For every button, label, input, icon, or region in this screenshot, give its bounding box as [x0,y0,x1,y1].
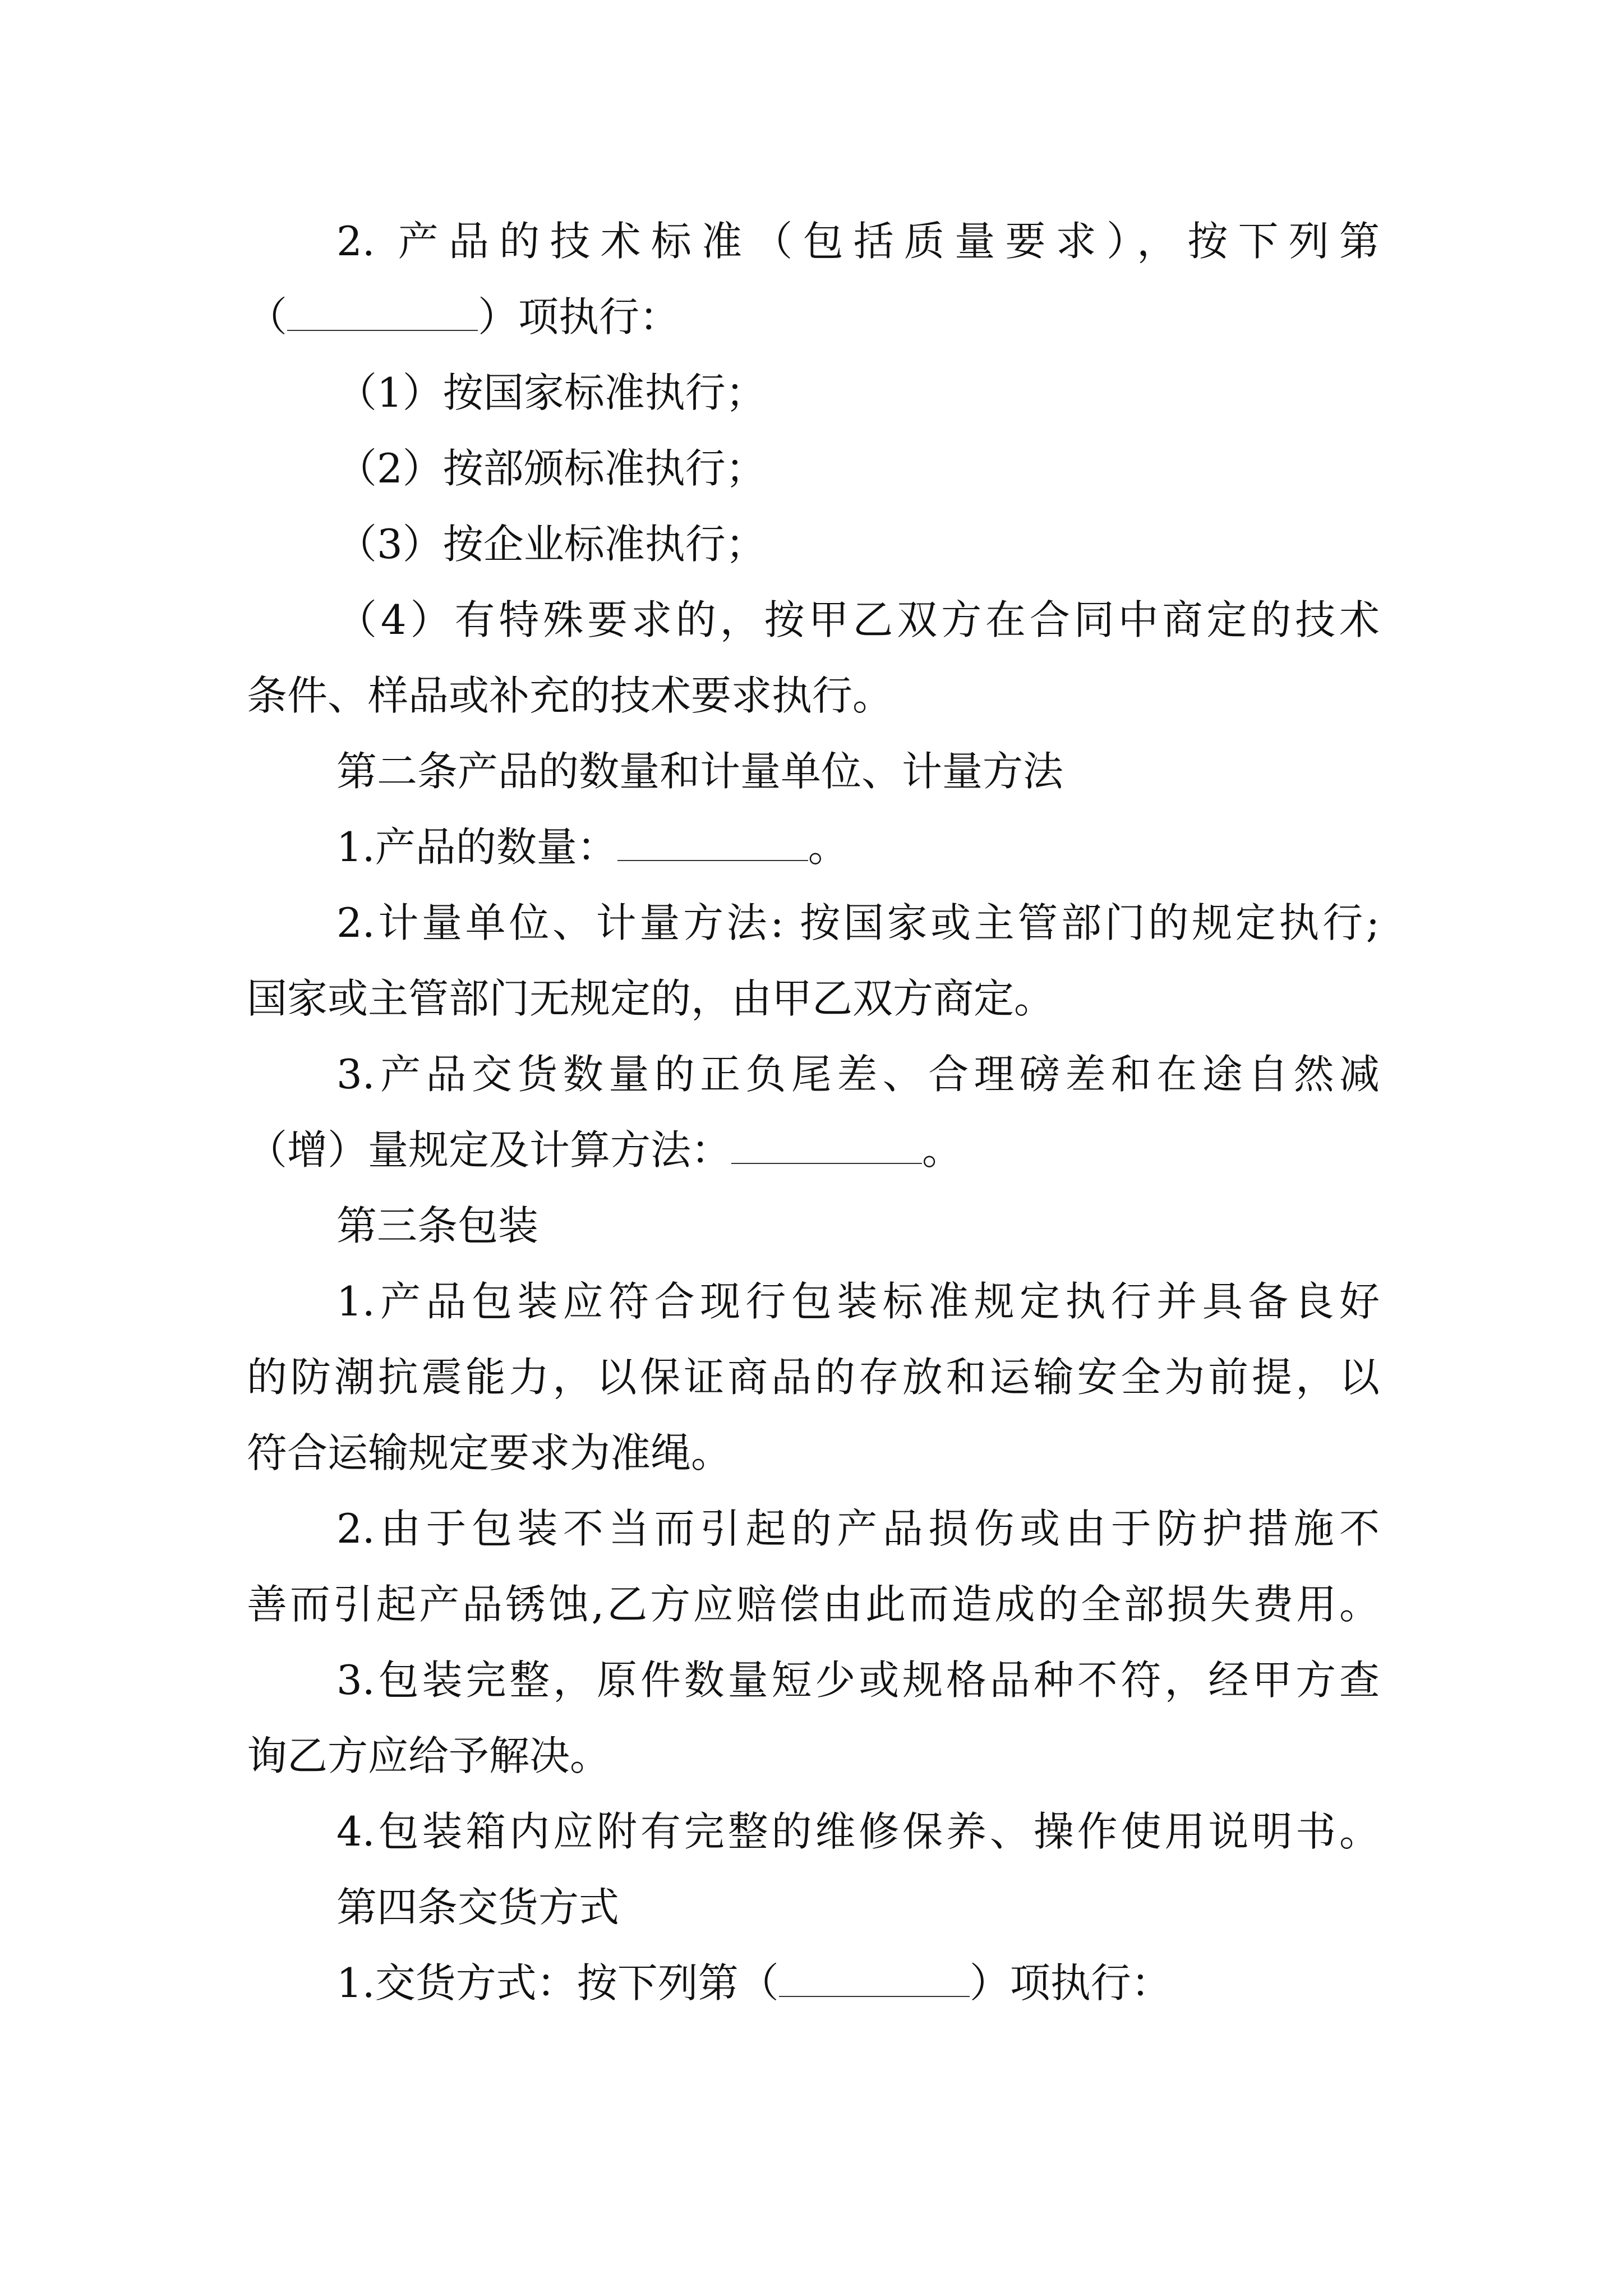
option-4-line-1: （4）有特殊要求的，按甲乙双方在合同中商定的技术 [336,596,1380,643]
article-4-item-1-label: 1.交货方式：按下列第（ [336,1959,779,2007]
article-2-item-3-line-2 [247,1125,962,1175]
article-3-item-3-line-1: 3.包装完整，原件数量短少或规格品种不符，经甲方查 [336,1657,1380,1704]
article-4-title: 第四条交货方式 [336,1884,620,1931]
option-4-line-2: 条件、样品或补充的技术要求执行。 [247,672,893,719]
fill-in-blank [617,826,808,861]
article-2-item-1 [336,822,849,872]
fill-in-blank [779,1962,970,1997]
option-1: （1）按国家标准执行； [336,369,766,416]
article-2-item-3-end: 。 [922,1126,963,1174]
article-2-item-2-line-1: 2.计量单位、计量方法: 按国家或主管部门的规定执行; [336,899,1380,946]
clause-2-line-1: 2. 产品的技术标准（包括质量要求），按下列第 [336,218,1380,265]
article-3-title: 第三条包装 [336,1202,539,1249]
article-2-item-1-end: 。 [808,823,849,871]
article-2-title: 第二条产品的数量和计量单位、计量方法 [336,748,1064,795]
article-4-item-1 [336,1958,1172,2008]
article-3-item-1-line-3: 符合运输规定要求为准绳。 [247,1429,732,1476]
article-3-item-3-line-2: 询乙方应给予解决。 [247,1732,611,1779]
article-4-item-1-tail: ）项执行： [969,1959,1172,2007]
article-3-item-4: 4.包装箱内应附有完整的维修保养、操作使用说明书。 [336,1808,1380,1855]
option-3: （3）按企业标准执行； [336,521,766,568]
article-2-item-1-label: 1.产品的数量： [336,823,617,871]
article-3-item-1-line-2: 的防潮抗震能力，以保证商品的存放和运输安全为前提，以 [247,1354,1380,1401]
article-2-item-2-line-2: 国家或主管部门无规定的，由甲乙双方商定。 [247,975,1055,1022]
fill-in-blank [731,1129,922,1164]
option-2: （2）按部颁标准执行； [336,445,766,492]
article-2-item-3-line-1: 3.产品交货数量的正负尾差、合理磅差和在途自然减 [336,1051,1380,1098]
article-3-item-1-line-1: 1.产品包装应符合现行包装标准规定执行并具备良好 [336,1278,1380,1325]
article-3-item-2-line-1: 2.由于包装不当而引起的产品损伤或由于防护措施不 [336,1505,1380,1552]
fill-in-blank [287,296,478,331]
article-3-item-2-line-2: 善而引起产品锈蚀,乙方应赔偿由此而造成的全部损失费用。 [247,1581,1380,1628]
open-paren: （ [247,293,288,341]
clause-2-line-2 [247,292,680,342]
clause-2-line-2-tail: ）项执行： [478,293,680,341]
article-2-item-3-label: （增）量规定及计算方法： [247,1126,732,1174]
